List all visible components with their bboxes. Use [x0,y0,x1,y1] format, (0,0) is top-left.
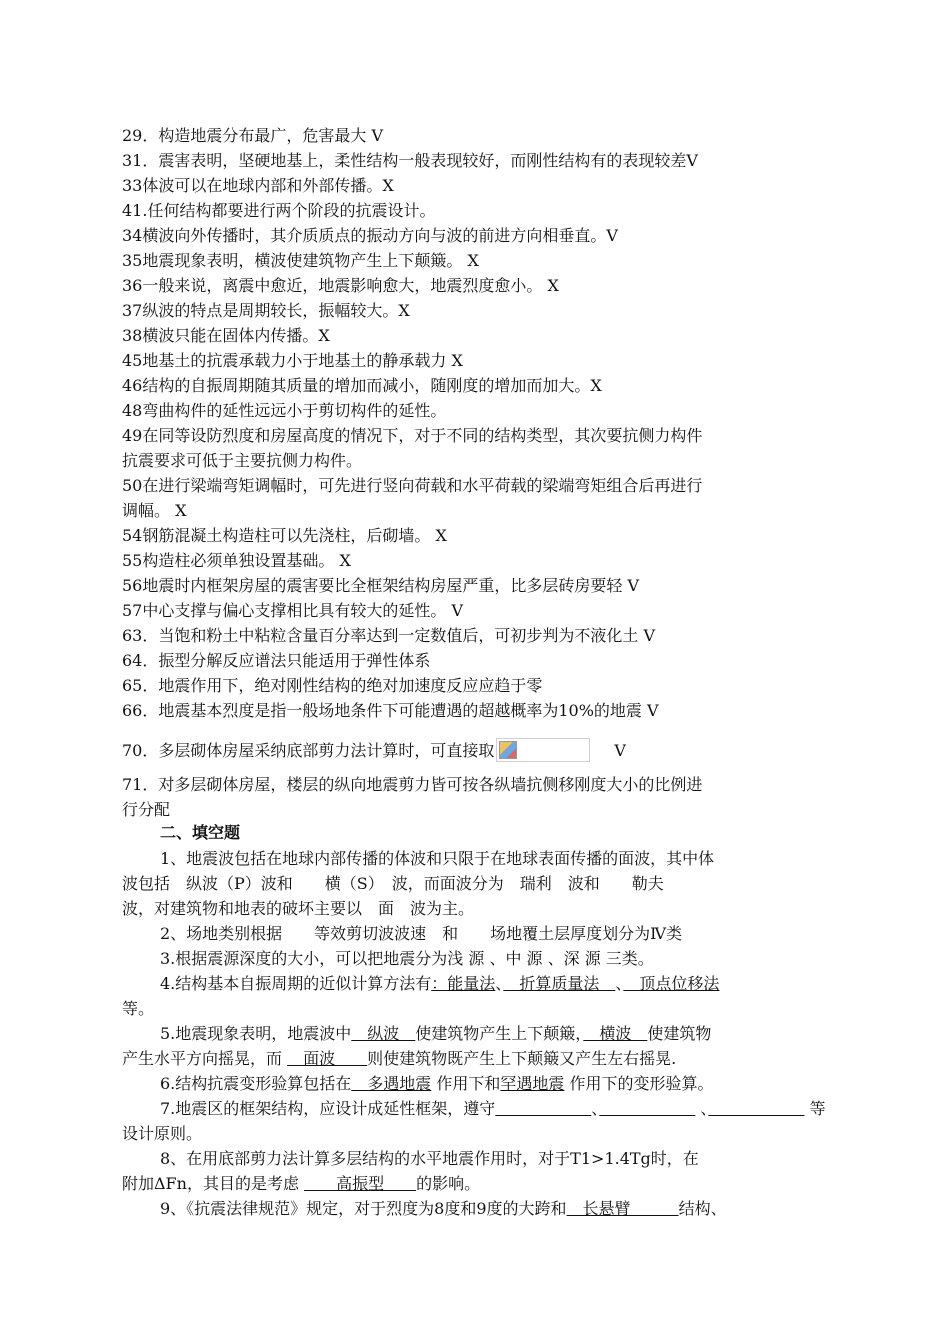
fill-item-8: 8、在用底部剪力法计算多层结构的水平地震作用时，对于T1>1.4Tg时，在 [160,1149,699,1168]
fill-7-prefix: 7.地震区的框架结构，应设计成延性框架，遵守 [160,1099,496,1118]
fill-item-9 [160,1199,727,1219]
fill-item-6 [160,1074,714,1094]
fill-item-4-line2: 等。 [122,999,155,1018]
fill-item-7 [160,1099,826,1119]
tf-item-49-cont: 抗震要求可低于主要抗侧力构件。 [122,451,363,470]
fill-8-prefix: 附加ΔFn，其目的是考虑 [122,1174,305,1193]
fill-5-prefix: 5.地震现象表明，地震波中 [160,1024,352,1043]
tf-item-70 [122,738,626,762]
tf-item-70-text: 70．多层砌体房屋采纳底部剪力法计算时，可直接取 [122,741,495,760]
fill-8-answer-1: 高振型 [304,1174,417,1193]
tf-item-45: 45地基土的抗震承载力小于地基土的静承载力 X [122,351,463,370]
fill-4-answer-1: ：能量法 [431,974,496,993]
fill-4-prefix: 4.结构基本自振周期的近似计算方法有 [160,974,432,993]
fill-6-suffix: 作用下的变形验算。 [564,1074,714,1093]
tf-item-66: 66．地震基本烈度是指一般场地条件下可能遭遇的超越概率为10%的地震 V [122,701,659,720]
fill-7-blank-2 [599,1099,695,1118]
tf-item-50: 50在进行梁端弯矩调幅时，可先进行竖向荷载和水平荷载的梁端弯矩组合后再进行 [122,476,703,495]
tf-item-33: 33体波可以在地球内部和外部传播。X [122,176,394,195]
fill-5-answer-2: 横波 [583,1024,648,1043]
tf-item-65: 65．地震作用下，绝对刚性结构的绝对加速度反应应趋于零 [122,676,543,695]
tf-item-35: 35地震现象表明，横波使建筑物产生上下颠簸。 X [122,251,479,270]
tf-item-70-mark: V [614,741,626,760]
fill-4-answer-2: 折算质量法 [503,974,616,993]
broken-image-icon [496,738,590,762]
tf-item-29: 29．构造地震分布最广，危害最大 V [122,126,384,145]
fill-5-answer-3: 面波 [287,1049,368,1068]
fill-9-answer-1: 长悬臂 [566,1199,679,1218]
fill-item-3: 3.根据震源深度的大小，可以把地震分为浅 源 、中 源 、深 源 三类。 [160,949,654,968]
fill-8-suffix: 的影响。 [416,1174,481,1193]
fill-9-prefix: 9、《抗震法律规范》规定，对于烈度为8度和9度的大跨和 [160,1199,567,1218]
tf-item-37: 37纵波的特点是周期较长，振幅较大。X [122,301,410,320]
fill-5-answer-1: 纵波 [351,1024,416,1043]
fill-item-8-line2 [122,1174,480,1194]
section-title-fill-blank: 二、填空题 [160,823,241,842]
fill-item-7-line2: 设计原则。 [122,1124,203,1143]
tf-item-48: 48弯曲构件的延性远远小于剪切构件的延性。 [122,401,447,420]
tf-item-50-cont: 调幅。 X [122,501,187,520]
fill-item-1-line3: 波，对建筑物和地表的破坏主要以 面 波为主。 [122,899,475,918]
tf-item-55: 55构造柱必须单独设置基础。 X [122,551,351,570]
fill-9-suffix: 结构、 [678,1199,727,1218]
tf-item-71: 71．对多层砌体房屋，楼层的纵向地震剪力皆可按各纵墙抗侧移刚度大小的比例进 [122,775,703,794]
fill-item-1-line2: 波包括 纵波（P）波和 横（S） 波，而面波分为 瑞利 波和 勒夫 [122,874,664,893]
fill-item-2: 2、场地类别根据 等效剪切波波速 和 场地覆土层厚度划分为Ⅳ类 [160,924,683,943]
fill-5-mid-1: 使建筑物产生上下颠簸， [415,1024,584,1043]
tf-item-57: 57中心支撑与偏心支撑相比具有较大的延性。 V [122,601,464,620]
fill-5-line2-prefix: 产生水平方向摇晃，而 [122,1049,288,1068]
fill-7-blank-3 [708,1099,804,1118]
fill-4-answer-3: 顶点位移法 [623,974,720,993]
fill-6-answer-2: 罕遇地震 [500,1074,565,1093]
fill-6-mid: 作用下和 [431,1074,501,1093]
fill-item-1: 1、地震波包括在地球内部传播的体波和只限于在地球表面传播的面波，其中体 [160,849,715,868]
fill-5-line2-suffix: 则使建筑物既产生上下颠簸又产生左右摇晃. [367,1049,677,1068]
tf-item-49: 49在同等设防烈度和房屋高度的情况下，对于不同的结构类型，其次要抗侧力构件 [122,426,703,445]
fill-6-answer-1: 多遇地震 [351,1074,432,1093]
fill-7-suffix: 等 [804,1099,826,1118]
tf-item-64: 64．振型分解反应谱法只能适用于弹性体系 [122,651,431,670]
tf-item-63: 63．当饱和粉土中粘粒含量百分率达到一定数值后，可初步判为不液化土 V [122,626,656,645]
fill-7-blank-1 [495,1099,591,1118]
tf-item-41: 41.任何结构都要进行两个阶段的抗震设计。 [122,201,436,220]
tf-item-34: 34横波向外传播时，其介质质点的振动方向与波的前进方向相垂直。V [122,226,618,245]
tf-item-54: 54钢筋混凝土构造柱可以先浇柱，后砌墙。 X [122,526,447,545]
tf-item-38: 38横波只能在固体内传播。X [122,326,330,345]
fill-item-5-line2 [122,1049,676,1069]
fill-item-5 [160,1024,711,1044]
tf-item-56: 56地震时内框架房屋的震害要比全框架结构房屋严重，比多层砖房要轻 V [122,576,640,595]
fill-7-sep-2: 、 [695,1099,709,1118]
tf-item-31: 31．震害表明，坚硬地基上，柔性结构一般表现较好，而刚性结构有的表现较差V [122,151,698,170]
fill-4-sep-1: 、 [495,974,504,993]
fill-item-4 [160,974,719,994]
tf-item-71-cont: 行分配 [122,800,171,819]
fill-6-prefix: 6.结构抗震变形验算包括在 [160,1074,352,1093]
tf-item-46: 46结构的自振周期随其质量的增加而减小，随刚度的增加而加大。X [122,376,602,395]
tf-item-36: 36一般来说，离震中愈近，地震影响愈大，地震烈度愈小。 X [122,276,559,295]
fill-7-sep-1: 、 [591,1099,600,1118]
fill-5-mid-2: 使建筑物 [647,1024,712,1043]
fill-4-sep-2: 、 [615,974,624,993]
